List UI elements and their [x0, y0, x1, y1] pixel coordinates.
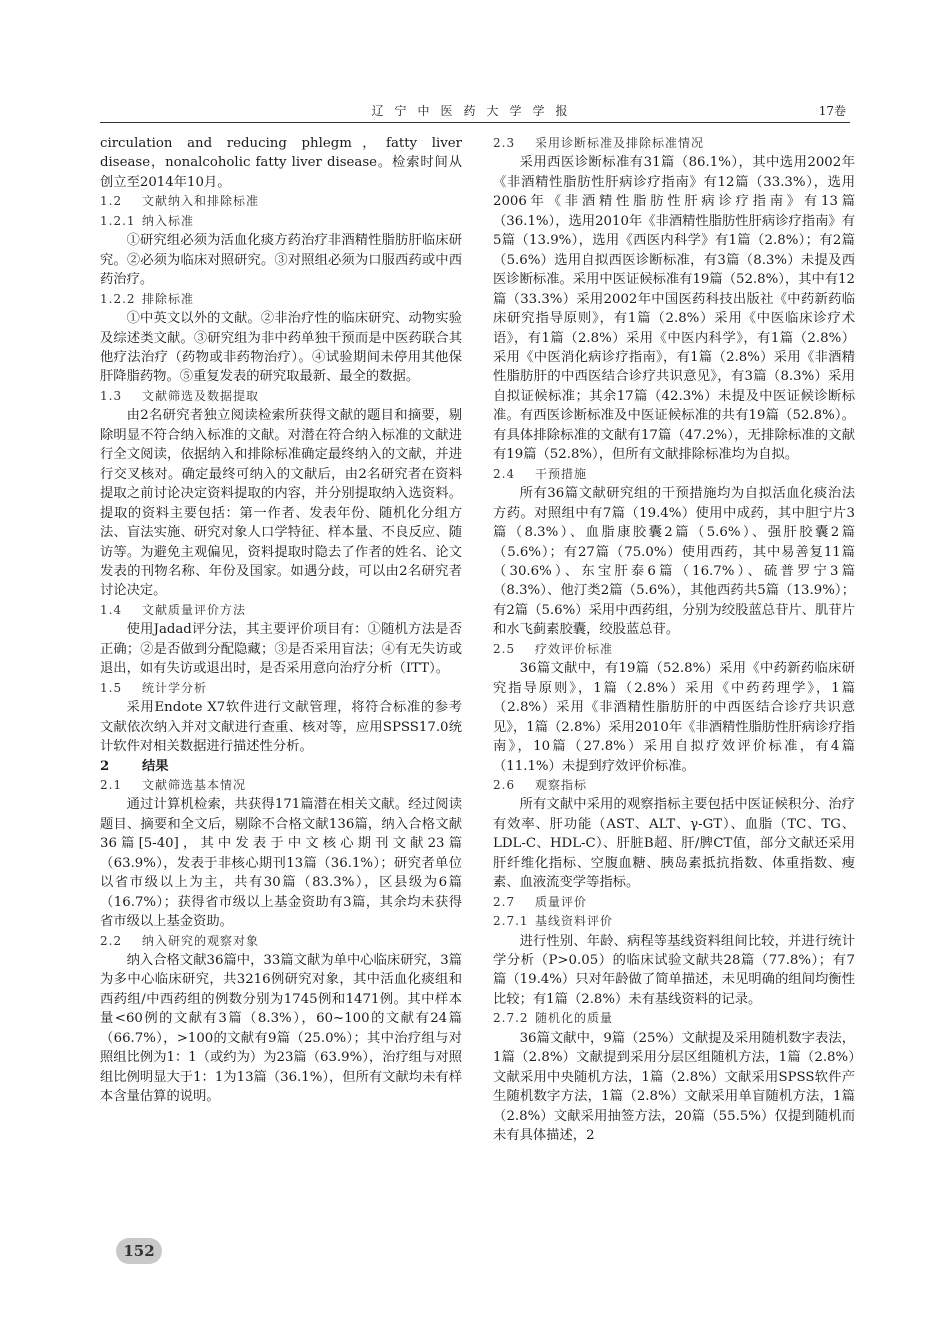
subsection-heading [100, 387, 462, 406]
body-paragraph: 所有36篇文献研究组的干预措施均为自拟活血化痰治法方药。对照组中有7篇（19.4%）使用中成药，其中胆宁片3篇（8.3%）、血脂康胶囊2篇（5.6%）、强肝胶囊2篇（5.6%）；有27篇（75.0%）使用西药，其中易善复11篇（30.6%）、东宝肝泰6篇（16.7%）、硫普罗宁3篇（8.3%）、他汀类2篇（5.6%），其他西药共5篇（13.9%）；有2篇（5.6%）采用中西药组，分别为绞股蓝总苷片、肌苷片和水飞蓟素胶囊，绞股蓝总苷。 [493, 486, 855, 638]
section-title: 文献筛选及数据提取 [142, 388, 260, 403]
body-paragraph: 纳入合格文献36篇中，33篇文献为单中心临床研究，3篇为多中心临床研究，共3216例研究对象，其中活血化痰组和西药组/中西药组的例数分别为1745例和1471例。其中样本量<60例的文献有3篇（8.3%），60~100的文献有24篇（66.7%），>100的文献有9篇（25.0%）；其中治疗组与对照组比例为1：1（或约为）为23篇（63.9%），治疗组与对照组比例明显大于1：1为13篇（36.1%），但所有文献均未有样本含量估算的说明。 [100, 953, 462, 1105]
subsection-heading [100, 776, 462, 795]
section-number: 1.2.2 [100, 291, 136, 306]
subsection-heading [493, 1009, 855, 1028]
section-number: 2.1 [100, 777, 123, 792]
section-title: 随机化的质量 [535, 1011, 614, 1026]
subsection-heading [100, 192, 462, 211]
section-title: 排除标准 [142, 291, 195, 306]
body-paragraph: 进行性别、年龄、病程等基线资料组间比较，并进行统计学分析（P>0.05）的临床试验文献共28篇（77.8%）；有7篇（19.4%）只对年龄做了简单描述，未见明确的组间均衡性比较；有1篇（2.8%）未有基线资料的记录。 [493, 933, 855, 1007]
section-title: 文献纳入和排除标准 [142, 194, 260, 209]
section-number: 1.4 [100, 602, 123, 617]
body-paragraph: ①研究组必须为活血化痰方药治疗非酒精性脂肪肝临床研究。②必须为临床对照研究。③对照组必须为口服西药或中西药治疗。 [100, 233, 462, 288]
section-title: 统计学分析 [142, 680, 208, 695]
section-number: 2.7 [493, 894, 516, 909]
section-number: 2 [100, 758, 110, 774]
section-number: 2.3 [493, 136, 516, 150]
section-number: 1.2.1 [100, 213, 136, 228]
subsection-heading [493, 640, 855, 659]
section-number: 1.5 [100, 680, 123, 695]
body-paragraph: 使用Jadad评分法，其主要评价项目有：①随机方法是否正确；②是否做到分配隐藏；③是否采用盲法；④有无失访或退出，如有失访或退出时，是否采用意向治疗分析（ITT）。 [100, 622, 462, 677]
running-header [100, 100, 850, 123]
journal-title: 辽宁中医药大学学报 [371, 104, 579, 118]
subsection-heading [493, 912, 855, 931]
section-title: 质量评价 [535, 894, 588, 909]
body-paragraph: 36篇文献中，9篇（25%）文献提及采用随机数字表法，1篇（2.8%）文献提到采用分层区组随机方法，1篇（2.8%）文献采用中央随机方法，1篇（2.8%）文献采用SPSS软件产生随机数字方法，1篇（2.8%）文献采用单盲随机方法，1篇（2.8%）文献采用抽签方法，20篇（55.5%）仅提到随机而未有具体描述，2 [493, 1030, 855, 1144]
section-title: 观察指标 [535, 777, 588, 792]
subsection-heading [493, 893, 855, 912]
section-title: 纳入研究的观察对象 [142, 933, 260, 948]
left-column [100, 134, 462, 1107]
section-number: 2.4 [493, 466, 516, 481]
body-paragraph: ①中英文以外的文献。②非治疗性的临床研究、动物实验及综述类文献。③研究组为非中药单独干预而是中医药联合其他疗法治疗（药物或非药物治疗）。④试验期间未停用其他保肝降脂药物。⑤重复发表的研究取最新、最全的数据。 [100, 311, 462, 385]
section-title: 纳入标准 [142, 213, 195, 228]
section-number: 2.7.2 [493, 1011, 529, 1026]
subsection-heading [493, 465, 855, 484]
subsection-heading [493, 134, 855, 153]
body-paragraph: 采用西医诊断标准有31篇（86.1%），其中选用2002年《非酒精性脂肪性肝病诊疗指南》有12篇（33.3%），选用2006年《非酒精性脂肪性肝病诊疗指南》有13篇（36.1%），选用2010年《非酒精性脂肪性肝病诊疗指南》有5篇（13.9%），选用《西医内科学》有1篇（2.8%）；有2篇（5.6%）选用自拟西医诊断标准，有3篇（8.3%）未提及西医诊断标准。采用中医证候标准有19篇（52.8%），其中有12篇（33.3%）采用2002年中国医药科技出版社《中药新药临床研究指导原则》，有1篇（2.8%）采用《中医临床诊疗术语》，有1篇（2.8%）采用《中医内科学》，有1篇（2.8%）采用《中医消化病诊疗指南》，有1篇（2.8%）采用《非酒精性脂肪肝的中西医结合诊疗共识意见》，有3篇（8.3%）采用自拟证候标准；其余17篇（42.3%）未提及中医证候诊断标准。有西医诊断标准及中医证候标准的共有19篇（52.8%）。有具体排除标准的文献有17篇（47.2%），无排除标准的文献有19篇（52.8%），但所有文献排除标准均为自拟。 [493, 155, 855, 463]
section-title: 基线资料评价 [535, 914, 614, 929]
section-number: 1.3 [100, 388, 123, 403]
body-paragraph: 所有文献中采用的观察指标主要包括中医证候积分、治疗有效率、肝功能（AST、ALT、γ-GT）、血脂（TC、TG、LDL-C、HDL-C）、肝脏B超、肝/脾CT值，部分文献还采用肝纤维化指标、空腹血糖、胰岛素抵抗指数、体重指数、瘦素、血液流变学等指标。 [493, 797, 855, 891]
section-title: 干预措施 [535, 466, 588, 481]
section-number: 1.2 [100, 194, 123, 209]
subsection-heading [100, 212, 462, 231]
right-column [493, 134, 855, 1146]
section-number: 2.2 [100, 933, 123, 948]
section-heading [100, 757, 462, 776]
body-paragraph: 采用Endote X7软件进行文献管理，将符合标准的参考文献依次纳入并对文献进行查重、核对等，应用SPSS17.0统计软件对相关数据进行描述性分析。 [100, 700, 462, 755]
subsection-heading [100, 932, 462, 951]
subsection-heading [100, 679, 462, 698]
section-title: 文献质量评价方法 [142, 602, 247, 617]
section-number: 2.6 [493, 777, 516, 792]
section-title: 结果 [142, 758, 169, 774]
body-paragraph: 由2名研究者独立阅读检索所获得文献的题目和摘要，剔除明显不符合纳入标准的文献。对潜在符合纳入标准的文献进行全文阅读，依据纳入和排除标准确定最终纳入的文献，并进行交叉核对。确定最终可纳入的文献后，由2名研究者在资料提取之前讨论决定资料提取的内容，并分别提取纳入选资料。提取的资料主要包括：第一作者、发表年份、随机化分组方法、盲法实施、研究对象人口学特征、样本量、不良反应、随访等。为避免主观偏见，资料提取时隐去了作者的姓名、论文发表的刊物名称、年份及国家。如遇分歧，可以由2名研究者讨论决定。 [100, 408, 462, 599]
subsection-heading [100, 601, 462, 620]
section-title: 文献筛选基本情况 [142, 777, 247, 792]
body-paragraph: 36篇文献中，有19篇（52.8%）采用《中药新药临床研究指导原则》，1篇（2.8%）采用《中药药理学》，1篇（2.8%）采用《非酒精性脂肪肝的中西医结合诊疗共识意见》，1篇（2.8%）采用2010年《非酒精性脂肪性肝病诊疗指南》，10篇（27.8%）采用自拟疗效评价标准，有4篇（11.1%）未提到疗效评价标准。 [493, 661, 855, 774]
section-number: 2.7.1 [493, 914, 529, 929]
section-title: 疗效评价标准 [535, 641, 614, 656]
body-paragraph: 通过计算机检索，共获得171篇潜在相关文献。经过阅读题目、摘要和全文后，剔除不合格文献136篇，纳入合格文献36篇[5-40]，其中发表于中文核心期刊文献23篇（63.9%），发表于非核心期刊13篇（36.1%）；研究者单位以省市级以上为主，共有30篇（83.3%），区县级为6篇（16.7%）；获得省市级以上基金资助有3篇，其余均未获得省市级以上基金资助。 [100, 797, 462, 930]
section-number: 2.5 [493, 641, 516, 656]
subsection-heading [493, 776, 855, 795]
section-title: 采用诊断标准及排除标准情况 [535, 136, 705, 150]
volume-label: 17卷 [818, 104, 846, 118]
body-paragraph: circulation and reducing phlegm，fatty liver disease，nonalcoholic fatty liver disease。检索时间从创立至2014年10月。 [100, 136, 462, 190]
subsection-heading [100, 290, 462, 309]
page-number: 152 [116, 1238, 162, 1264]
